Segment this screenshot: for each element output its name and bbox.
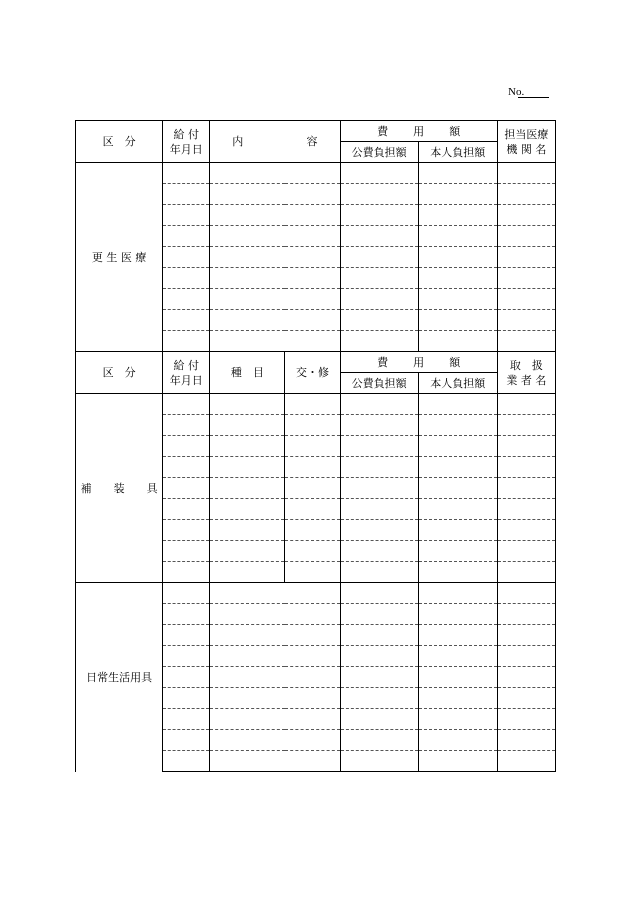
header-kyufu-date-line1: 給 付 — [173, 127, 199, 141]
self-amount-cell[interactable] — [418, 520, 497, 541]
public-amount-cell[interactable] — [340, 709, 418, 730]
self-amount-cell[interactable] — [418, 478, 497, 499]
self-amount-cell[interactable] — [418, 163, 497, 184]
public-amount-cell[interactable] — [340, 478, 418, 499]
public-amount-cell[interactable] — [340, 499, 418, 520]
self-amount-cell[interactable] — [418, 541, 497, 562]
date-cell[interactable] — [163, 751, 210, 772]
vendor-cell[interactable] — [497, 436, 555, 457]
vendor-cell[interactable] — [497, 625, 555, 646]
self-amount-cell[interactable] — [418, 226, 497, 247]
self-amount-cell[interactable] — [418, 247, 497, 268]
item-type-cell[interactable] — [210, 541, 285, 562]
vendor-cell[interactable] — [497, 562, 555, 583]
self-amount-cell[interactable] — [418, 562, 497, 583]
vendor-cell[interactable] — [497, 751, 555, 772]
date-cell[interactable] — [163, 562, 210, 583]
item-type-cell[interactable] — [210, 478, 285, 499]
item-type-cell[interactable] — [210, 415, 285, 436]
date-cell[interactable] — [163, 604, 210, 625]
self-amount-cell[interactable] — [418, 205, 497, 226]
date-cell[interactable] — [163, 667, 210, 688]
date-cell[interactable] — [163, 226, 210, 247]
institution-cell[interactable] — [497, 226, 555, 247]
self-amount-cell[interactable] — [418, 709, 497, 730]
self-amount-cell[interactable] — [418, 310, 497, 331]
item-type-cell[interactable] — [210, 562, 285, 583]
header-hiyou-c: 額 — [449, 124, 461, 138]
self-amount-cell[interactable] — [418, 394, 497, 415]
date-cell[interactable] — [163, 478, 210, 499]
public-amount-cell[interactable] — [340, 457, 418, 478]
category-kousei-iryou: 更 生 医 療 — [76, 163, 163, 352]
self-amount-cell[interactable] — [418, 625, 497, 646]
date-cell[interactable] — [163, 625, 210, 646]
benefit-ledger-table — [75, 120, 556, 772]
institution-cell[interactable] — [497, 184, 555, 205]
vendor-cell[interactable] — [497, 730, 555, 751]
date-cell[interactable] — [163, 289, 210, 310]
item-type-cell[interactable] — [210, 646, 340, 667]
header-kyufu-date-2 — [163, 352, 210, 394]
vendor-cell[interactable] — [497, 541, 555, 562]
public-amount-cell[interactable] — [340, 247, 418, 268]
content-cell[interactable] — [210, 205, 340, 226]
number-label: No. — [508, 86, 525, 98]
header-kubun-2: 区 分 — [76, 352, 163, 394]
institution-cell[interactable] — [497, 331, 555, 352]
content-cell[interactable] — [210, 163, 340, 184]
date-cell[interactable] — [163, 415, 210, 436]
header-kyufu-date-2-line1: 給 付 — [173, 358, 199, 372]
public-amount-cell[interactable] — [340, 268, 418, 289]
category-hosougu: 補 装 具 — [76, 394, 163, 583]
date-cell[interactable] — [163, 688, 210, 709]
issue-repair-cell[interactable] — [285, 478, 340, 499]
header-institution-line1: 担当医療 — [504, 127, 549, 141]
header-vendor-line2: 業 者 名 — [506, 373, 547, 387]
header-hiyou-b: 用 — [413, 124, 425, 138]
header-hiyou-2-c: 額 — [449, 355, 461, 369]
header-shumoku: 種 目 — [210, 352, 285, 394]
item-type-cell[interactable] — [210, 730, 340, 751]
header-institution-line2: 機 関 名 — [506, 142, 547, 156]
self-amount-cell[interactable] — [418, 436, 497, 457]
self-amount-cell[interactable] — [418, 688, 497, 709]
content-cell[interactable] — [210, 247, 340, 268]
date-cell[interactable] — [163, 520, 210, 541]
header-hiyou-2-b: 用 — [413, 355, 425, 369]
header-hiyou-a: 費 — [377, 124, 389, 138]
issue-repair-cell[interactable] — [285, 436, 340, 457]
header-self-burden-2: 本人負担額 — [418, 373, 497, 394]
issue-repair-cell[interactable] — [285, 415, 340, 436]
public-amount-cell[interactable] — [340, 541, 418, 562]
item-type-cell[interactable] — [210, 457, 285, 478]
content-cell[interactable] — [210, 226, 340, 247]
header-kyufu-date-2-line2: 年月日 — [169, 373, 203, 387]
public-amount-cell[interactable] — [340, 646, 418, 667]
date-cell[interactable] — [163, 583, 210, 604]
vendor-cell[interactable] — [497, 415, 555, 436]
self-amount-cell[interactable] — [418, 730, 497, 751]
header-hiyou — [340, 121, 497, 142]
vendor-cell[interactable] — [497, 709, 555, 730]
content-cell[interactable] — [210, 289, 340, 310]
vendor-cell[interactable] — [497, 604, 555, 625]
date-cell[interactable] — [163, 457, 210, 478]
item-type-cell[interactable] — [210, 709, 340, 730]
date-cell[interactable] — [163, 247, 210, 268]
institution-cell[interactable] — [497, 247, 555, 268]
item-type-cell[interactable] — [210, 583, 340, 604]
vendor-cell[interactable] — [497, 667, 555, 688]
institution-cell[interactable] — [497, 163, 555, 184]
public-amount-cell[interactable] — [340, 583, 418, 604]
header-naiyou-b: 容 — [306, 135, 318, 148]
date-cell[interactable] — [163, 541, 210, 562]
public-amount-cell[interactable] — [340, 436, 418, 457]
vendor-cell[interactable] — [497, 457, 555, 478]
issue-repair-cell[interactable] — [285, 562, 340, 583]
self-amount-cell[interactable] — [418, 604, 497, 625]
date-cell[interactable] — [163, 730, 210, 751]
vendor-cell[interactable] — [497, 499, 555, 520]
issue-repair-cell[interactable] — [285, 541, 340, 562]
vendor-cell[interactable] — [497, 520, 555, 541]
content-cell[interactable] — [210, 310, 340, 331]
item-type-cell[interactable] — [210, 688, 340, 709]
public-amount-cell[interactable] — [340, 394, 418, 415]
header-vendor — [497, 352, 555, 394]
public-amount-cell[interactable] — [340, 562, 418, 583]
header-public-burden-2: 公費負担額 — [340, 373, 418, 394]
public-amount-cell[interactable] — [340, 688, 418, 709]
vendor-cell[interactable] — [497, 478, 555, 499]
public-amount-cell[interactable] — [340, 730, 418, 751]
public-amount-cell[interactable] — [340, 289, 418, 310]
self-amount-cell[interactable] — [418, 184, 497, 205]
self-amount-cell[interactable] — [418, 751, 497, 772]
self-amount-cell[interactable] — [418, 268, 497, 289]
vendor-cell[interactable] — [497, 688, 555, 709]
category-nichijou-seikatsu-yougu: 日常生活用具 — [76, 583, 163, 772]
public-amount-cell[interactable] — [340, 184, 418, 205]
self-amount-cell[interactable] — [418, 667, 497, 688]
number-blank-line — [518, 97, 549, 98]
issue-repair-cell[interactable] — [285, 520, 340, 541]
header-kyufu-date-line2: 年月日 — [169, 142, 203, 156]
date-cell[interactable] — [163, 184, 210, 205]
header-vendor-line1: 取 扱 — [509, 358, 543, 372]
self-amount-cell[interactable] — [418, 583, 497, 604]
vendor-cell[interactable] — [497, 646, 555, 667]
public-amount-cell[interactable] — [340, 163, 418, 184]
item-type-cell[interactable] — [210, 667, 340, 688]
item-type-cell[interactable] — [210, 604, 340, 625]
public-amount-cell[interactable] — [340, 667, 418, 688]
header-naiyou — [210, 121, 340, 163]
institution-cell[interactable] — [497, 268, 555, 289]
header-hiyou-2-a: 費 — [377, 355, 389, 369]
public-amount-cell[interactable] — [340, 520, 418, 541]
header-koushu: 交・修 — [285, 352, 340, 394]
self-amount-cell[interactable] — [418, 499, 497, 520]
self-amount-cell[interactable] — [418, 289, 497, 310]
issue-repair-cell[interactable] — [285, 457, 340, 478]
institution-cell[interactable] — [497, 205, 555, 226]
institution-cell[interactable] — [497, 289, 555, 310]
institution-cell[interactable] — [497, 310, 555, 331]
content-cell[interactable] — [210, 331, 340, 352]
date-cell[interactable] — [163, 394, 210, 415]
header-hiyou-2 — [340, 352, 497, 373]
public-amount-cell[interactable] — [340, 226, 418, 247]
item-type-cell[interactable] — [210, 520, 285, 541]
self-amount-cell[interactable] — [418, 331, 497, 352]
header-public-burden: 公費負担額 — [340, 142, 418, 163]
public-amount-cell[interactable] — [340, 625, 418, 646]
header-naiyou-a: 内 — [232, 135, 244, 148]
public-amount-cell[interactable] — [340, 205, 418, 226]
date-cell[interactable] — [163, 436, 210, 457]
item-type-cell[interactable] — [210, 499, 285, 520]
public-amount-cell[interactable] — [340, 415, 418, 436]
date-cell[interactable] — [163, 268, 210, 289]
vendor-cell[interactable] — [497, 394, 555, 415]
content-cell[interactable] — [210, 184, 340, 205]
public-amount-cell[interactable] — [340, 331, 418, 352]
public-amount-cell[interactable] — [340, 751, 418, 772]
header-self-burden: 本人負担額 — [418, 142, 497, 163]
date-cell[interactable] — [163, 205, 210, 226]
item-type-cell[interactable] — [210, 436, 285, 457]
self-amount-cell[interactable] — [418, 415, 497, 436]
date-cell[interactable] — [163, 163, 210, 184]
header-kubun: 区 分 — [76, 121, 163, 163]
date-cell[interactable] — [163, 310, 210, 331]
public-amount-cell[interactable] — [340, 604, 418, 625]
issue-repair-cell[interactable] — [285, 394, 340, 415]
issue-repair-cell[interactable] — [285, 499, 340, 520]
item-type-cell[interactable] — [210, 751, 340, 772]
header-kyufu-date — [163, 121, 210, 163]
header-institution — [497, 121, 555, 163]
public-amount-cell[interactable] — [340, 310, 418, 331]
date-cell[interactable] — [163, 646, 210, 667]
self-amount-cell[interactable] — [418, 646, 497, 667]
date-cell[interactable] — [163, 499, 210, 520]
self-amount-cell[interactable] — [418, 457, 497, 478]
item-type-cell[interactable] — [210, 625, 340, 646]
item-type-cell[interactable] — [210, 394, 285, 415]
vendor-cell[interactable] — [497, 583, 555, 604]
date-cell[interactable] — [163, 331, 210, 352]
date-cell[interactable] — [163, 709, 210, 730]
content-cell[interactable] — [210, 268, 340, 289]
